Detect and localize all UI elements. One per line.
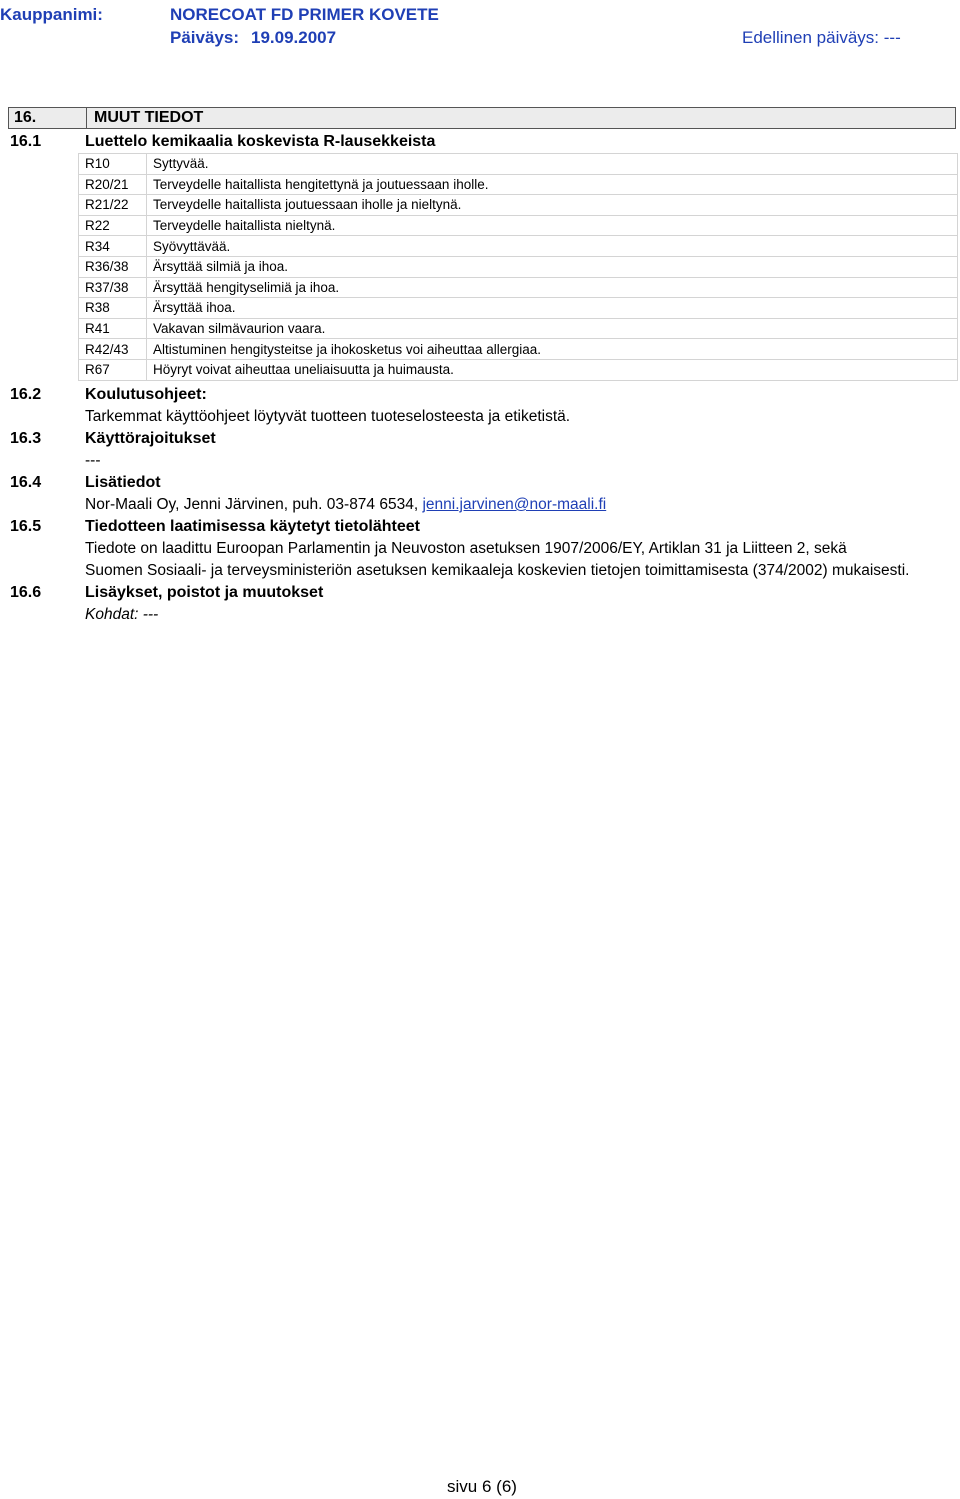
contact-email-link[interactable]: jenni.jarvinen@nor-maali.fi: [422, 496, 607, 513]
page-number: sivu 6 (6): [447, 1477, 517, 1496]
r-phrase-code: R37/38: [79, 277, 147, 298]
r-phrase-text: Altistuminen hengitysteitse ja ihokosketus voi aiheuttaa allergiaa.: [147, 339, 958, 360]
r-phrase-code: R36/38: [79, 256, 147, 277]
subsection-title-16-4: Lisätiedot: [85, 474, 161, 491]
r-phrase-text: Vakavan silmävaurion vaara.: [147, 318, 958, 339]
r-phrase-code: R21/22: [79, 195, 147, 216]
r-phrase-row: [79, 298, 958, 319]
subsection-title-16-6: Lisäykset, poistot ja muutokset: [85, 584, 324, 601]
sources-text-line-2: Suomen Sosiaali- ja terveysministeriön asetuksen kemikaaleja koskevien tietojen toimittamisesta (374/2002) mukaisesti.: [85, 562, 910, 579]
subsection-title-16-5: Tiedotteen laatimisessa käytetyt tietolähteet: [85, 518, 420, 535]
r-phrase-text: Terveydelle haitallista joutuessaan iholle ja nieltynä.: [147, 195, 958, 216]
r-phrase-code: R42/43: [79, 339, 147, 360]
r-phrase-text: Ärsyttää silmiä ja ihoa.: [147, 256, 958, 277]
r-phrase-row: [79, 154, 958, 175]
r-phrase-text: Terveydelle haitallista nieltynä.: [147, 215, 958, 236]
r-phrase-text: Ärsyttää ihoa.: [147, 298, 958, 319]
subsection-number-16-5: 16.5: [10, 518, 42, 535]
subsection-number-16-2: 16.2: [10, 386, 42, 403]
additional-info-line: [85, 496, 606, 514]
r-phrase-code: R22: [79, 215, 147, 236]
subsection-title-16-2: Koulutusohjeet:: [85, 386, 207, 403]
contact-text: Nor-Maali Oy, Jenni Järvinen, puh. 03-874 6534,: [85, 496, 419, 513]
r-phrase-code: R41: [79, 318, 147, 339]
r-phrase-row: [79, 236, 958, 257]
sources-text-line-1: Tiedote on laadittu Euroopan Parlamentin ja Neuvoston asetuksen 1907/2006/EY, Artiklan 31 ja Liitteen 2, sekä: [85, 540, 847, 557]
changes-text: Kohdat: ---: [85, 606, 159, 623]
subsection-number-16-4: 16.4: [10, 474, 42, 491]
subsection-number-16-6: 16.6: [10, 584, 42, 601]
product-label: Kauppanimi:: [0, 5, 103, 24]
section-title: MUUT TIEDOT: [94, 109, 204, 126]
r-phrase-row: [79, 215, 958, 236]
subsection-number-16-3: 16.3: [10, 430, 42, 447]
date-label: Päiväys:: [170, 28, 239, 47]
r-phrase-row: [79, 195, 958, 216]
r-phrase-text: Syövyttävää.: [147, 236, 958, 257]
r-phrase-table: [78, 153, 958, 381]
usage-restrictions-text: ---: [85, 452, 101, 469]
r-phrase-row: [79, 359, 958, 380]
r-phrase-code: R20/21: [79, 174, 147, 195]
r-phrase-row: [79, 318, 958, 339]
subsection-title-16-3: Käyttörajoitukset: [85, 430, 216, 447]
section-number: 16.: [14, 109, 37, 126]
date-value: 19.09.2007: [251, 28, 337, 47]
section-header: [8, 107, 956, 129]
section-divider: [86, 108, 87, 128]
r-phrase-code: R34: [79, 236, 147, 257]
r-phrase-text: Höyryt voivat aiheuttaa uneliaisuutta ja huimausta.: [147, 359, 958, 380]
previous-date: Edellinen päiväys: ---: [742, 28, 901, 47]
r-phrase-row: [79, 339, 958, 360]
r-phrase-text: Terveydelle haitallista hengitettynä ja joutuessaan iholle.: [147, 174, 958, 195]
subsection-title-16-1: Luettelo kemikaalia koskevista R-lausekkeista: [85, 133, 436, 150]
subsection-number-16-1: 16.1: [10, 133, 42, 150]
r-phrase-row: [79, 174, 958, 195]
r-phrase-row: [79, 277, 958, 298]
r-phrase-code: R10: [79, 154, 147, 175]
r-phrase-code: R67: [79, 359, 147, 380]
training-instructions-text: Tarkemmat käyttöohjeet löytyvät tuotteen tuoteselosteesta ja etiketistä.: [85, 408, 571, 425]
r-phrase-text: Syttyvää.: [147, 154, 958, 175]
product-name: NORECOAT FD PRIMER KOVETE: [170, 5, 439, 24]
r-phrase-code: R38: [79, 298, 147, 319]
r-phrase-text: Ärsyttää hengityselimiä ja ihoa.: [147, 277, 958, 298]
r-phrase-row: [79, 256, 958, 277]
